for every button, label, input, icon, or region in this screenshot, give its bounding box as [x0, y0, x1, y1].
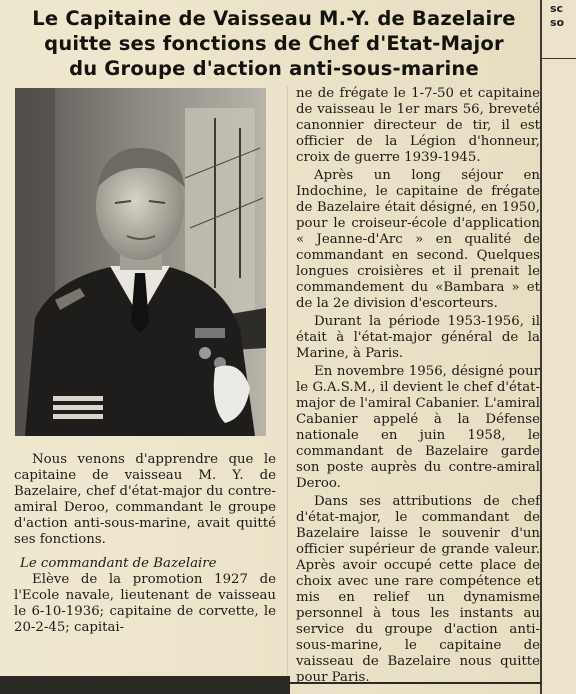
adjacent-column-rule — [541, 58, 576, 59]
article-headline — [14, 6, 534, 81]
body-paragraph: Durant la période 1953-1956, il était à l'état-major général de la Marine, à Paris. — [296, 314, 540, 361]
bottom-rule — [290, 682, 542, 684]
body-paragraph: Dans ses attributions de chef d'état-major, le commandant de Bazelaire laisse le souvenir d'un officier supérieur de grande valeur. Après avoir occupé cette place de choix avec une rare compétence et mis en relief un dynamisme personnel à tous les instants au service du groupe d'action anti-sous-marine, le capitaine de vaisseau de Bazelaire nous quitte pour Paris. — [296, 494, 540, 685]
headline-line: Le Capitaine de Vaisseau M.-Y. de Bazelaire — [32, 7, 516, 30]
next-article-edge — [0, 676, 290, 694]
right-column — [296, 86, 540, 686]
left-column — [14, 452, 276, 636]
portrait-illustration — [15, 88, 266, 436]
body-paragraph: Elève de la promotion 1927 de l'Ecole navale, lieutenant de vaisseau le 6-10-1936; capitaine de corvette, le 20-2-45; capitai- — [14, 572, 276, 635]
adjacent-column-strip — [540, 0, 576, 694]
body-paragraph: Après un long séjour en Indochine, le capitaine de frégate de Bazelaire était désigné, en 1950, pour le croiseur-école d'application « Jeanne-d'Arc » en qualité de commandant en second. Quelques longues croisières et il prenait le commandement du «Bambara » et de la 2e division d'escorteurs. — [296, 168, 540, 311]
headline-line: du Groupe d'action anti-sous-marine — [69, 57, 479, 80]
portrait-photo — [15, 88, 266, 436]
caption-paragraph: Nous venons d'apprendre que le capitaine de vaisseau M. Y. de Bazelaire, chef d'état-major du contre-amiral Deroo, commandant le groupe d'action anti-sous-marine, avait quitté ses fonctions. — [14, 452, 276, 547]
adjacent-column-fragment: so — [550, 16, 565, 29]
article-subhead: Le commandant de Bazelaire — [20, 556, 217, 571]
column-gutter — [287, 86, 288, 676]
adjacent-column-fragment: sc — [550, 2, 564, 15]
body-paragraph: En novembre 1956, désigné pour le G.A.S.M., il devient le chef d'état-major de l'amiral Cabanier. L'amiral Cabanier appelé à la Défense nationale en juin 1958, le commandant de Bazelaire garde son poste auprès du contre-amiral Deroo. — [296, 364, 540, 491]
headline-line: quitte ses fonctions de Chef d'Etat-Major — [44, 32, 504, 55]
body-paragraph: ne de frégate le 1-7-50 et capitaine de vaisseau le 1er mars 56, breveté canonnier directeur de tir, il est officier de la Légion d'honneur, croix de guerre 1939-1945. — [296, 86, 540, 165]
